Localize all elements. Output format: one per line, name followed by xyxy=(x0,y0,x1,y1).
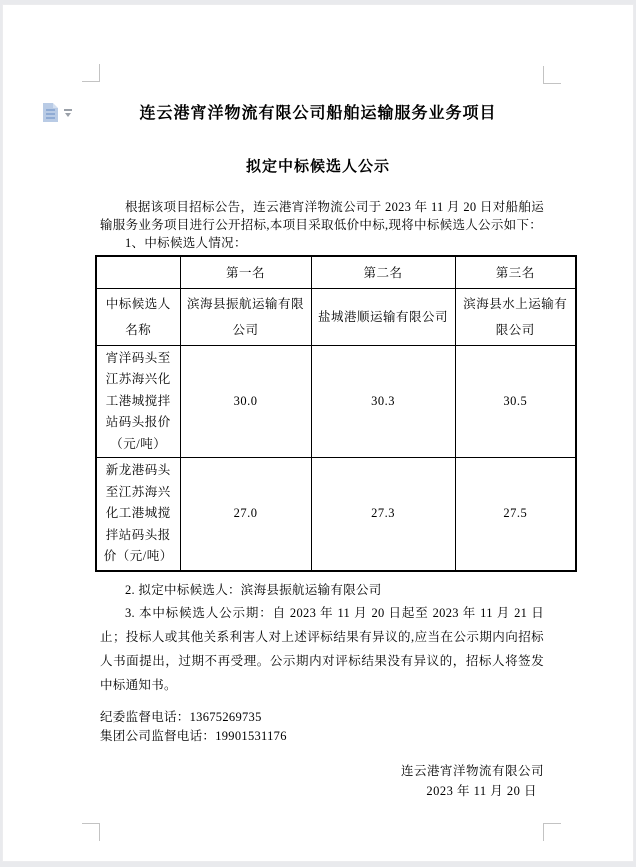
crop-mark-bottom-right-icon xyxy=(543,823,561,841)
table-row-quote-xinlonggang xyxy=(96,458,576,571)
phone-line-discipline: 纪委监督电话：13675269735 xyxy=(100,709,262,724)
header-cell-third-place: 第三名 xyxy=(455,256,576,288)
crop-mark-top-left-icon xyxy=(82,64,100,82)
table-row-candidate-names xyxy=(96,288,576,345)
list-item-2: 2. 拟定中标候选人：滨海县振航运输有限公司 xyxy=(125,582,382,597)
candidate-name-cell: 滨海县水上运输有限公司 xyxy=(455,288,576,345)
row-label-cell: 中标候选人名称 xyxy=(96,288,180,345)
list-item-1: 1、中标候选人情况： xyxy=(125,236,247,250)
signature-block xyxy=(100,761,544,801)
header-cell-first-place: 第一名 xyxy=(180,256,311,288)
supervision-phones xyxy=(100,708,544,746)
quote-value-cell: 27.5 xyxy=(455,458,576,571)
document-title: 连云港宵洋物流有限公司船舶运输服务业务项目 xyxy=(139,105,497,122)
quote-value-cell: 27.3 xyxy=(311,458,455,571)
list-item-3: 3. 本中标候选人公示期：自 2023 年 11 月 20 日起至 2023 年 11 月 21 日止；投标人或其他关系利害人对上述评标结果有异议的,应当在公示期内向招标人书面提出，过期不再受理。公示期内对评标结果没有异议的，招标人将签发中标通知书。 xyxy=(100,605,544,692)
quote-value-cell: 30.3 xyxy=(311,345,455,458)
crop-mark-bottom-left-icon xyxy=(82,823,100,841)
document-page xyxy=(2,4,634,862)
document-body xyxy=(100,198,568,801)
quote-value-cell: 27.0 xyxy=(180,458,311,571)
header-cell-blank xyxy=(96,256,180,288)
crop-mark-top-right-icon xyxy=(543,66,561,84)
signature-date: 2023 年 11 月 20 日 xyxy=(426,783,537,798)
candidate-name-cell: 滨海县振航运输有限公司 xyxy=(180,288,311,345)
document-subtitle: 拟定中标候选人公示 xyxy=(245,159,390,175)
signature-company: 连云港宵洋物流有限公司 xyxy=(400,763,544,778)
quote-value-cell: 30.5 xyxy=(455,345,576,458)
candidate-name-cell: 盐城港顺运输有限公司 xyxy=(311,288,455,345)
route-label-cell: 新龙港码头至江苏海兴化工港城搅拌站码头报价（元/吨） xyxy=(96,458,180,571)
route-label-cell: 宵洋码头至江苏海兴化工港城搅拌站码头报价（元/吨） xyxy=(96,345,180,458)
table-header-row xyxy=(96,256,576,288)
intro-paragraph: 根据该项目招标公告，连云港宵洋物流公司于 2023 年 11 月 20 日对船舶运输服务业务项目进行公开招标,本项目采取低价中标,现将中标候选人公示如下： xyxy=(100,200,544,232)
table-row-quote-xiaoyang xyxy=(96,345,576,458)
quote-value-cell: 30.0 xyxy=(180,345,311,458)
phone-line-group: 集团公司监督电话：19901531176 xyxy=(100,728,287,743)
candidates-table xyxy=(95,255,577,572)
header-cell-second-place: 第二名 xyxy=(311,256,455,288)
